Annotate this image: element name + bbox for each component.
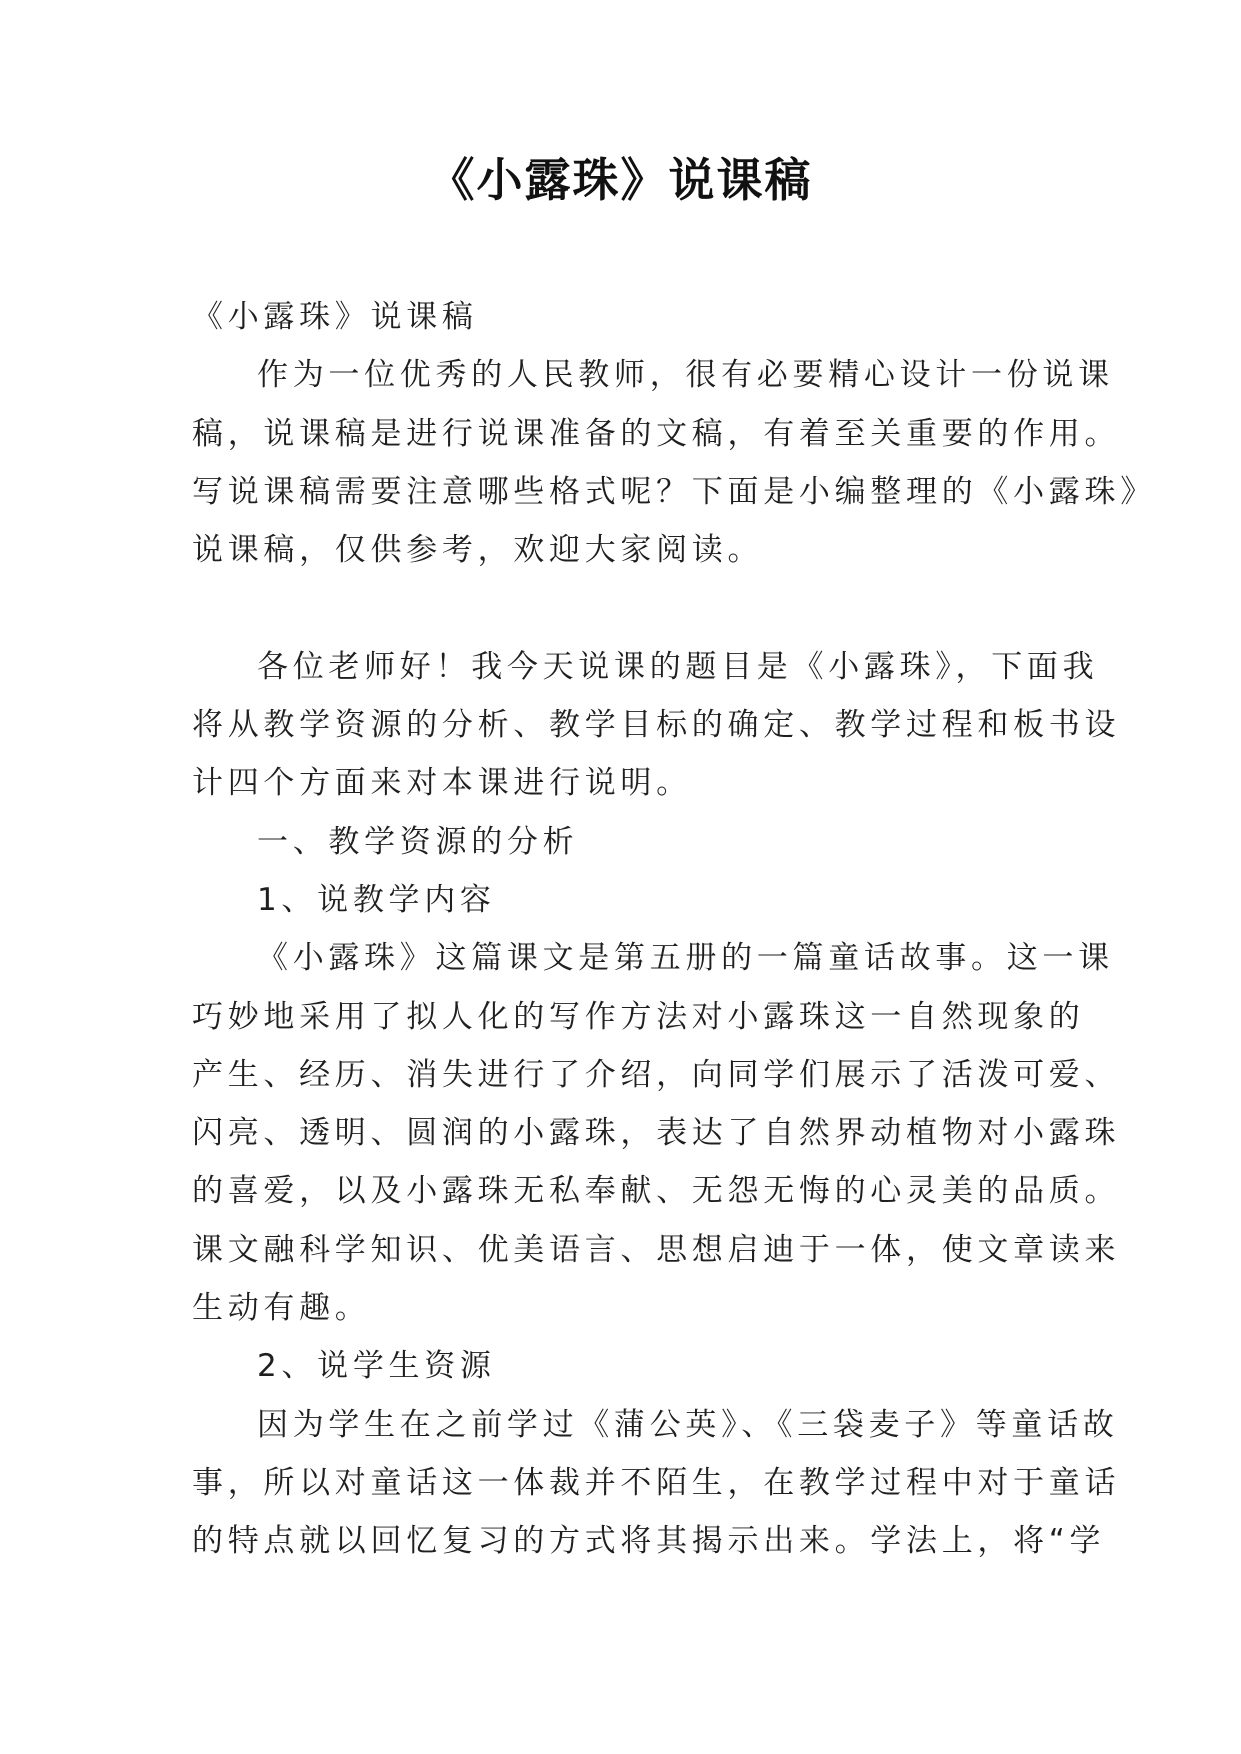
subtitle-line: 《小露珠》说课稿	[192, 299, 478, 335]
paragraph-line: 的特点就以回忆复习的方式将其揭示出来。学法上，将“学	[192, 1523, 1106, 1560]
blank-line	[192, 579, 1052, 637]
section-heading: 一、教学资源的分析	[257, 823, 579, 860]
document-title: 《小露珠》说课稿	[428, 153, 813, 207]
paragraph-line: 产生、经历、消失进行了介绍，向同学们展示了活泼可爱、	[192, 1056, 1121, 1093]
paragraph-line: 稿，说课稿是进行说课准备的文稿，有着至关重要的作用。	[192, 415, 1121, 452]
paragraph-line: 闪亮、透明、圆润的小露珠，表达了自然界动植物对小露珠	[192, 1115, 1121, 1152]
paragraph-line: 因为学生在之前学过《蒲公英》、《三袋麦子》等童话故	[257, 1406, 1119, 1443]
paragraph-line: 的喜爱，以及小露珠无私奉献、无怨无悔的心灵美的品质。	[192, 1173, 1121, 1210]
paragraph-line: 说课稿，仅供参考，欢迎大家阅读。	[192, 532, 764, 569]
subsection-heading: 1、说教学内容	[257, 881, 496, 918]
paragraph-line: 巧妙地采用了拟人化的写作方法对小露珠这一自然现象的	[192, 998, 1085, 1035]
paragraph-line: 计四个方面来对本课进行说明。	[192, 765, 692, 802]
paragraph-line: 事，所以对童话这一体裁并不陌生，在教学过程中对于童话	[192, 1464, 1121, 1501]
paragraph-line: 生动有趣。	[192, 1290, 371, 1327]
paragraph-line: 写说课稿需要注意哪些格式呢？下面是小编整理的《小露珠》	[192, 473, 1156, 510]
paragraph-line: 各位老师好！我今天说课的题目是《小露珠》，下面我	[257, 648, 1099, 685]
paragraph-line: 《小露珠》这篇课文是第五册的一篇童话故事。这一课	[257, 940, 1114, 977]
subsection-heading: 2、说学生资源	[257, 1348, 496, 1385]
paragraph-line: 课文融科学知识、优美语言、思想启迪于一体，使文章读来	[192, 1231, 1121, 1268]
document-body	[192, 288, 1156, 1571]
paragraph-line: 将从教学资源的分析、教学目标的确定、教学过程和板书设	[192, 707, 1121, 744]
paragraph-line: 作为一位优秀的人民教师，很有必要精心设计一份说课	[257, 357, 1114, 394]
